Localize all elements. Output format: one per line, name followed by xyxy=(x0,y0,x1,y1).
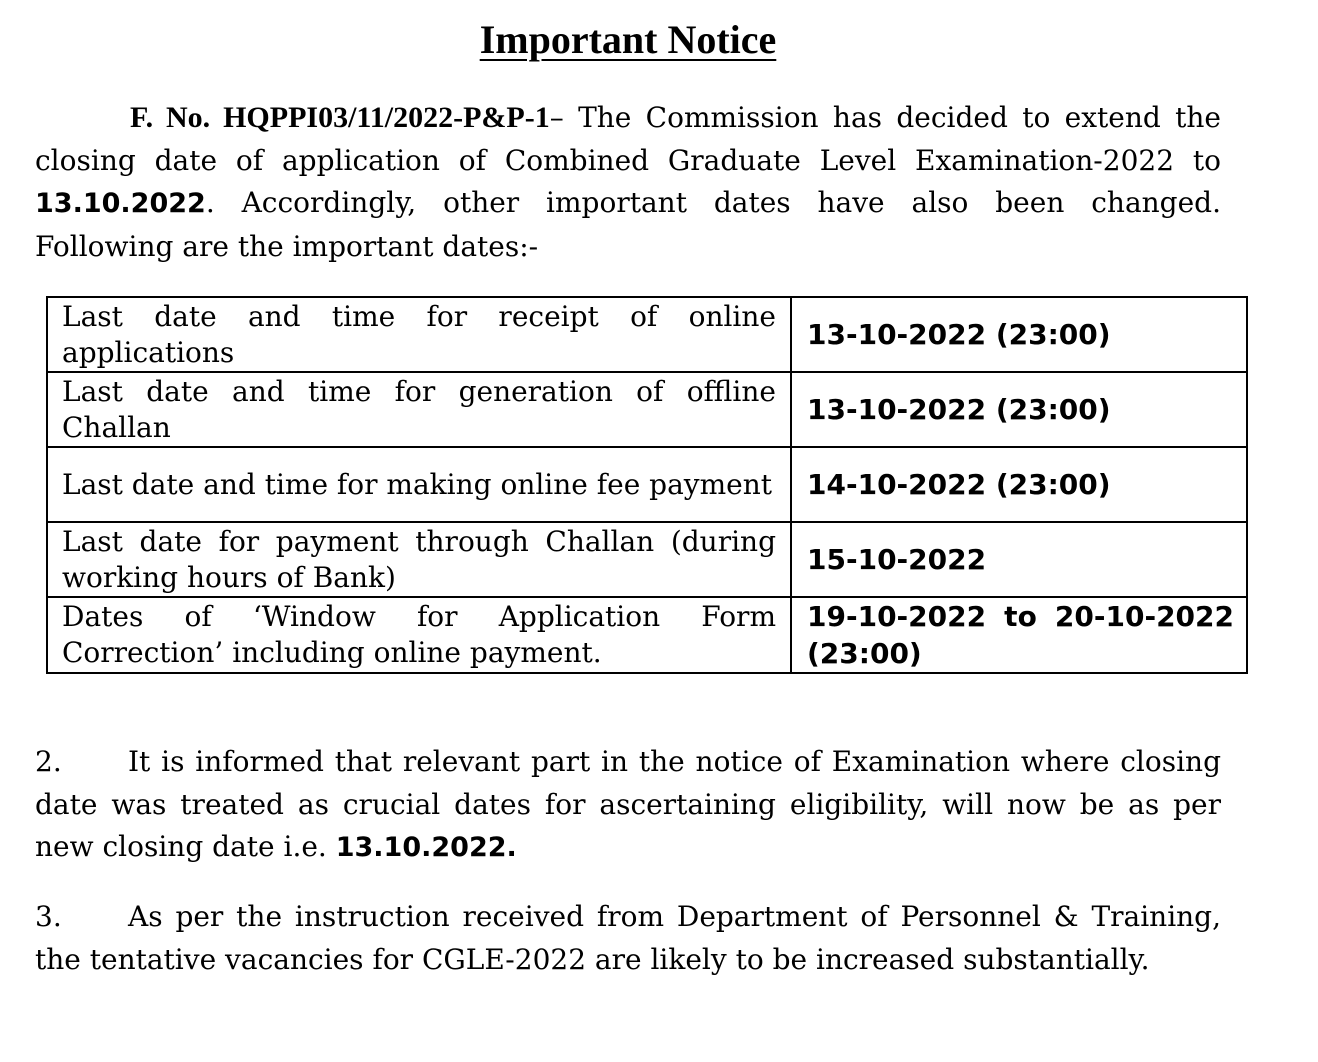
intro-paragraph xyxy=(35,97,1221,268)
point-3-paragraph xyxy=(35,896,1221,981)
row-value: 14-10-2022 (23:00) xyxy=(791,447,1247,522)
important-dates-table xyxy=(46,296,1248,674)
row-value: 13-10-2022 (23:00) xyxy=(791,372,1247,447)
row-label: Last date and time for receipt of online applications xyxy=(47,297,791,372)
point-2-date: 13.10.2022. xyxy=(335,832,517,863)
point-2-paragraph xyxy=(35,741,1221,870)
table-row xyxy=(47,597,1247,673)
row-label: Last date for payment through Challan (during working hours of Bank) xyxy=(47,522,791,597)
row-label: Dates of ‘Window for Application Form Correction’ including online payment. xyxy=(47,597,791,673)
row-label: Last date and time for generation of offline Challan xyxy=(47,372,791,447)
point-2-number: 2. xyxy=(35,745,62,778)
intro-text-1: – The Commission has decided to extend the closing date of application of Combined Graduate Level Examination-2022 to xyxy=(35,101,1221,177)
point-3-number: 3. xyxy=(35,900,62,933)
table-row xyxy=(47,522,1247,597)
row-label: Last date and time for making online fee payment xyxy=(47,447,791,522)
file-number: F. No. HQPPI03/11/2022-P&P-1 xyxy=(130,101,550,134)
table-row xyxy=(47,447,1247,522)
table-row xyxy=(47,372,1247,447)
closing-date: 13.10.2022 xyxy=(35,188,206,219)
row-value: 19-10-2022 to 20-10-2022 (23:00) xyxy=(791,597,1247,673)
point-3-text: As per the instruction received from Department of Personnel & Training, the tentative vacancies for CGLE-2022 are likely to be increased substantially. xyxy=(35,900,1221,976)
point-2-text: It is informed that relevant part in the notice of Examination where closing date was treated as crucial dates for ascertaining eligibility, will now be as per new closing date i.e. xyxy=(35,745,1221,863)
row-value: 13-10-2022 (23:00) xyxy=(791,297,1247,372)
table-row xyxy=(47,297,1247,372)
row-value: 15-10-2022 xyxy=(791,522,1247,597)
intro-text-2: . Accordingly, other important dates have also been changed. Following are the important dates:- xyxy=(35,186,1221,263)
page-title: Important Notice xyxy=(479,17,777,62)
